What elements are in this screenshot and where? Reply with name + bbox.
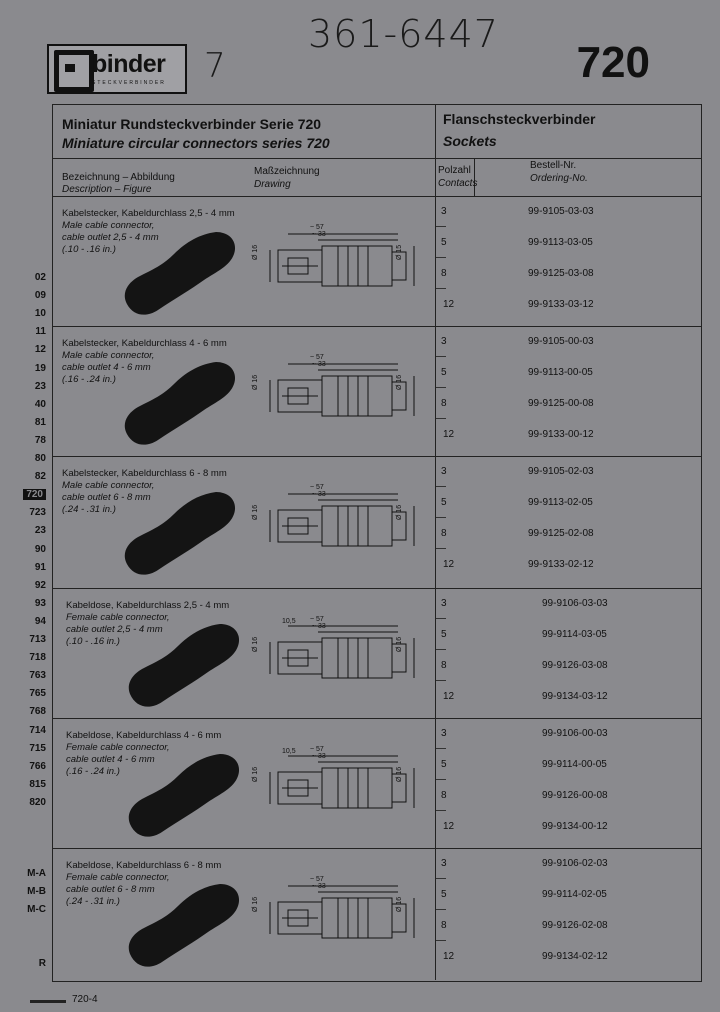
row-tick <box>436 226 446 227</box>
section-description-line: (.16 - .24 in.) <box>66 766 120 777</box>
ordering-number: 99-9113-00-05 <box>528 367 593 378</box>
contacts-count: 3 <box>441 466 447 477</box>
ordering-number: 99-9134-03-12 <box>542 691 608 702</box>
contacts-count: 5 <box>441 497 447 508</box>
sidebar-item-label: 10 <box>34 308 46 320</box>
subtitle-de: Flanschsteckverbinder <box>443 111 596 127</box>
sidebar-item-label: 82 <box>34 471 46 483</box>
sidebar-item[interactable] <box>16 706 46 717</box>
sidebar-item-label: 19 <box>34 362 46 374</box>
ordering-number: 99-9106-00-03 <box>542 728 608 739</box>
dim-inner-label: ~ 33 <box>312 753 326 760</box>
contacts-count: 3 <box>441 728 447 739</box>
contacts-count: 5 <box>441 889 447 900</box>
page-number: 720 <box>576 38 650 87</box>
sidebar-item-label: 718 <box>29 652 46 664</box>
sidebar-item-label: 765 <box>29 688 46 700</box>
ordering-number: 99-9106-02-03 <box>542 858 608 869</box>
connector-photo <box>120 488 240 578</box>
sidebar-item[interactable] <box>16 272 46 283</box>
section-title: Kabeldose, Kabeldurchlass 6 - 8 mm <box>66 860 222 871</box>
sidebar-item-label: 12 <box>34 344 46 356</box>
ordering-number: 99-9114-00-05 <box>542 759 607 770</box>
sidebar-item[interactable] <box>16 652 46 663</box>
sidebar-item-label: 78 <box>34 434 46 446</box>
col-contacts-en: Contacts <box>438 178 478 189</box>
row-tick <box>436 257 446 258</box>
sidebar-item-label: 723 <box>29 507 46 519</box>
sidebar-item-label: 768 <box>29 706 46 718</box>
ordering-number: 99-9125-03-08 <box>528 268 594 279</box>
sidebar-item[interactable] <box>16 761 46 772</box>
ordering-number: 99-9105-03-03 <box>528 206 594 217</box>
ordering-number: 99-9113-02-05 <box>528 497 593 508</box>
row-tick <box>436 356 446 357</box>
dim-length-label: ~ 57 <box>310 224 324 231</box>
dim-diameter-label: Ø 16 <box>252 636 259 652</box>
ordering-number: 99-9105-02-03 <box>528 466 594 477</box>
col-drawing-en: Drawing <box>254 179 291 190</box>
dim-diameter-label: Ø 16 <box>252 766 259 782</box>
row-tick <box>436 548 446 549</box>
ordering-number: 99-9106-03-03 <box>542 598 608 609</box>
sidebar-item-label: 23 <box>34 525 46 537</box>
section-divider <box>52 456 701 457</box>
col-desc-de: Bezeichnung – Abbildung <box>62 172 175 183</box>
dim-inner-label: ~ 33 <box>312 491 326 498</box>
sidebar-item[interactable] <box>16 868 46 879</box>
ordering-number: 99-9105-00-03 <box>528 336 594 347</box>
dim-pin-label: 10,5 <box>282 748 296 755</box>
contacts-count: 5 <box>441 237 447 248</box>
sidebar-item-label: 763 <box>29 670 46 682</box>
ordering-number: 99-9133-03-12 <box>528 299 594 310</box>
row-tick <box>436 618 446 619</box>
sidebar-item-label: 90 <box>34 543 46 555</box>
col-order-de: Bestell-Nr. <box>530 160 577 171</box>
dim-diameter-label: Ø 16 <box>396 896 403 912</box>
section-description-line: (.24 - .31 in.) <box>66 896 120 907</box>
sidebar-item[interactable] <box>16 634 46 645</box>
sidebar-item[interactable] <box>16 743 46 754</box>
sidebar-item[interactable] <box>16 399 46 410</box>
sidebar-item[interactable] <box>16 688 46 699</box>
section-title: Kabeldose, Kabeldurchlass 4 - 6 mm <box>66 730 222 741</box>
sidebar-item[interactable] <box>16 779 46 790</box>
sidebar-item[interactable] <box>16 453 46 464</box>
sidebar-item-label: 23 <box>34 380 46 392</box>
contacts-count: 8 <box>441 528 447 539</box>
sidebar-item-label: 81 <box>34 416 46 428</box>
sidebar-item[interactable] <box>16 381 46 392</box>
sidebar-item[interactable] <box>16 544 46 555</box>
column-header-divider <box>52 196 701 197</box>
row-tick <box>436 387 446 388</box>
contacts-count: 5 <box>441 759 447 770</box>
section-divider <box>52 718 701 719</box>
dim-diameter-label: Ø 16 <box>396 766 403 782</box>
row-tick <box>436 486 446 487</box>
section-description-line: (.10 - .16 in.) <box>66 636 120 647</box>
ordering-number: 99-9113-03-05 <box>528 237 593 248</box>
col-drawing-de: Maßzeichnung <box>254 166 320 177</box>
sidebar-item[interactable] <box>16 598 46 609</box>
row-tick <box>436 517 446 518</box>
dimension-drawing <box>248 874 428 954</box>
ordering-number: 99-9126-00-08 <box>542 790 608 801</box>
row-tick <box>436 909 446 910</box>
dim-pin-label: 10,5 <box>282 618 296 625</box>
section-description-line: cable outlet 6 - 8 mm <box>66 884 155 895</box>
contacts-count: 8 <box>441 268 447 279</box>
connector-photo <box>124 880 244 970</box>
sidebar-item[interactable] <box>16 308 46 319</box>
logo-tagline: STECKVERBINDER <box>92 80 166 86</box>
sidebar-item-label: 11 <box>35 326 46 338</box>
col-desc-en: Description – Figure <box>62 184 152 195</box>
sidebar-item-label: 94 <box>34 615 46 627</box>
sidebar-item[interactable] <box>16 797 46 808</box>
sidebar-item-label: 91 <box>34 561 46 573</box>
dim-diameter-label: Ø 16 <box>252 244 259 260</box>
row-tick <box>436 878 446 879</box>
section-divider <box>52 588 701 589</box>
sidebar-item[interactable] <box>16 904 46 915</box>
contacts-count: 12 <box>443 429 455 440</box>
section-title: Kabelstecker, Kabeldurchlass 2,5 - 4 mm <box>62 208 235 219</box>
handwritten-catalog-number: 361-6447 <box>308 12 499 56</box>
section-description-line: cable outlet 4 - 6 mm <box>62 362 151 373</box>
footer-page-ref: 720-4 <box>72 994 98 1005</box>
sidebar-item-label: M-C <box>27 904 46 915</box>
section-description-line: Female cable connector, <box>66 742 170 753</box>
ordering-number: 99-9114-02-05 <box>542 889 607 900</box>
dimension-drawing <box>248 352 428 432</box>
sidebar-item-active[interactable] <box>16 489 46 500</box>
row-tick <box>436 418 446 419</box>
dim-length-label: ~ 57 <box>310 354 324 361</box>
section-description-line: Male cable connector, <box>62 220 155 231</box>
sidebar-item[interactable] <box>16 886 46 897</box>
contacts-count: 5 <box>441 367 447 378</box>
subtitle-en: Sockets <box>443 133 497 149</box>
dimension-drawing <box>248 614 428 694</box>
dim-diameter-label: Ø 16 <box>396 636 403 652</box>
sidebar-item-label: 02 <box>34 272 46 283</box>
dim-inner-label: ~ 33 <box>312 623 326 630</box>
section-description-line: cable outlet 2,5 - 4 mm <box>66 624 163 635</box>
sidebar-item-label: 766 <box>29 760 46 772</box>
sidebar-item[interactable] <box>16 290 46 301</box>
connector-photo <box>120 358 240 448</box>
sidebar-item-label: 713 <box>29 634 46 645</box>
ordering-number: 99-9126-03-08 <box>542 660 608 671</box>
logo-text: binder <box>92 50 166 78</box>
dim-diameter-label: Ø 16 <box>252 896 259 912</box>
section-title: Kabeldose, Kabeldurchlass 2,5 - 4 mm <box>66 600 230 611</box>
sidebar-item[interactable] <box>16 525 46 536</box>
dim-length-label: ~ 57 <box>310 616 324 623</box>
dim-inner-label: ~ 33 <box>312 361 326 368</box>
contacts-count: 12 <box>443 299 455 310</box>
dimension-drawing <box>248 744 428 824</box>
row-tick <box>436 680 446 681</box>
sidebar-item-label: M-A <box>27 868 46 879</box>
dim-length-label: ~ 57 <box>310 746 324 753</box>
sidebar-item-label: 820 <box>29 796 46 808</box>
title-de: Miniatur Rundsteckverbinder Serie 720 <box>62 116 322 132</box>
sidebar-item-label: 720 <box>23 489 46 500</box>
sidebar-item-label: 93 <box>34 597 46 609</box>
sidebar-item[interactable] <box>16 326 46 337</box>
sidebar-item[interactable] <box>16 562 46 573</box>
sidebar-item[interactable] <box>16 344 46 355</box>
section-description-line: cable outlet 2,5 - 4 mm <box>62 232 159 243</box>
section-divider <box>52 326 701 327</box>
sidebar-item[interactable] <box>16 507 46 518</box>
contacts-count: 8 <box>441 920 447 931</box>
sidebar-item-label: 40 <box>34 398 46 410</box>
contacts-count: 12 <box>443 821 455 832</box>
contacts-count: 3 <box>441 336 447 347</box>
dim-diameter-label: Ø 16 <box>396 504 403 520</box>
sidebar-item-label: R <box>38 958 46 969</box>
sidebar-item-label: 715 <box>29 742 46 754</box>
sidebar-item-label: 09 <box>34 290 46 302</box>
dim-diameter-label: Ø 15 <box>396 244 403 260</box>
title-en: Miniature circular connectors series 720 <box>62 135 330 151</box>
connector-photo <box>120 228 240 318</box>
col-contacts-de: Polzahl <box>438 165 471 176</box>
row-tick <box>436 288 446 289</box>
ordering-number: 99-9134-00-12 <box>542 821 608 832</box>
ordering-number: 99-9114-03-05 <box>542 629 607 640</box>
connector-photo <box>124 620 244 710</box>
contacts-count: 8 <box>441 398 447 409</box>
sidebar-item[interactable] <box>16 417 46 428</box>
dim-length-label: ~ 57 <box>310 876 324 883</box>
section-description-line: (.24 - .31 in.) <box>62 504 116 515</box>
contacts-count: 12 <box>443 951 455 962</box>
contacts-count: 3 <box>441 858 447 869</box>
section-description-line: (.16 - .24 in.) <box>62 374 116 385</box>
contacts-count: 12 <box>443 691 455 702</box>
dimension-drawing <box>248 482 428 562</box>
handwritten-mark: 7 <box>204 46 226 86</box>
sidebar-item-label: 80 <box>34 453 46 464</box>
dim-diameter-label: Ø 16 <box>252 504 259 520</box>
section-description-line: cable outlet 4 - 6 mm <box>66 754 155 765</box>
row-tick <box>436 779 446 780</box>
contacts-count: 5 <box>441 629 447 640</box>
row-tick <box>436 649 446 650</box>
sidebar-item[interactable] <box>16 670 46 681</box>
sidebar-item-label: M-B <box>27 886 46 897</box>
sidebar-item[interactable] <box>16 435 46 446</box>
section-description-line: cable outlet 6 - 8 mm <box>62 492 151 503</box>
dim-inner-label: ~ 33 <box>312 883 326 890</box>
section-divider <box>52 848 701 849</box>
connector-photo <box>124 750 244 840</box>
binder-logo-mark-icon <box>54 50 94 92</box>
section-title: Kabelstecker, Kabeldurchlass 6 - 8 mm <box>62 468 227 479</box>
dim-diameter-label: Ø 16 <box>396 374 403 390</box>
ordering-number: 99-9125-00-08 <box>528 398 594 409</box>
contacts-count: 3 <box>441 206 447 217</box>
dimension-drawing <box>248 222 428 302</box>
section-description-line: Female cable connector, <box>66 612 170 623</box>
dim-length-label: ~ 57 <box>310 484 324 491</box>
row-tick <box>436 940 446 941</box>
section-description-line: Male cable connector, <box>62 480 155 491</box>
sidebar-item-label: 714 <box>29 724 46 736</box>
sidebar-item[interactable] <box>16 471 46 482</box>
section-title: Kabelstecker, Kabeldurchlass 4 - 6 mm <box>62 338 227 349</box>
contacts-header-divider <box>474 158 475 196</box>
dim-diameter-label: Ø 16 <box>252 374 259 390</box>
contacts-count: 12 <box>443 559 455 570</box>
sidebar-item-label: 815 <box>29 778 46 790</box>
row-tick <box>436 748 446 749</box>
ordering-number: 99-9133-00-12 <box>528 429 594 440</box>
sidebar-item[interactable] <box>16 580 46 591</box>
contacts-count: 3 <box>441 598 447 609</box>
sidebar-item-label: 92 <box>34 579 46 591</box>
ordering-number: 99-9133-02-12 <box>528 559 594 570</box>
ordering-number: 99-9134-02-12 <box>542 951 608 962</box>
dim-inner-label: ~ 33 <box>312 231 326 238</box>
section-description-line: Male cable connector, <box>62 350 155 361</box>
sidebar-item[interactable] <box>16 958 46 969</box>
col-order-en: Ordering-No. <box>530 173 588 184</box>
contacts-count: 8 <box>441 660 447 671</box>
ordering-number: 99-9126-02-08 <box>542 920 608 931</box>
sidebar-item[interactable] <box>16 616 46 627</box>
section-description-line: Female cable connector, <box>66 872 170 883</box>
contacts-count: 8 <box>441 790 447 801</box>
header-divider <box>52 158 701 159</box>
sidebar-item[interactable] <box>16 363 46 374</box>
footer-mark <box>30 1000 66 1003</box>
section-description-line: (.10 - .16 in.) <box>62 244 116 255</box>
ordering-number: 99-9125-02-08 <box>528 528 594 539</box>
sidebar-item[interactable] <box>16 725 46 736</box>
row-tick <box>436 810 446 811</box>
